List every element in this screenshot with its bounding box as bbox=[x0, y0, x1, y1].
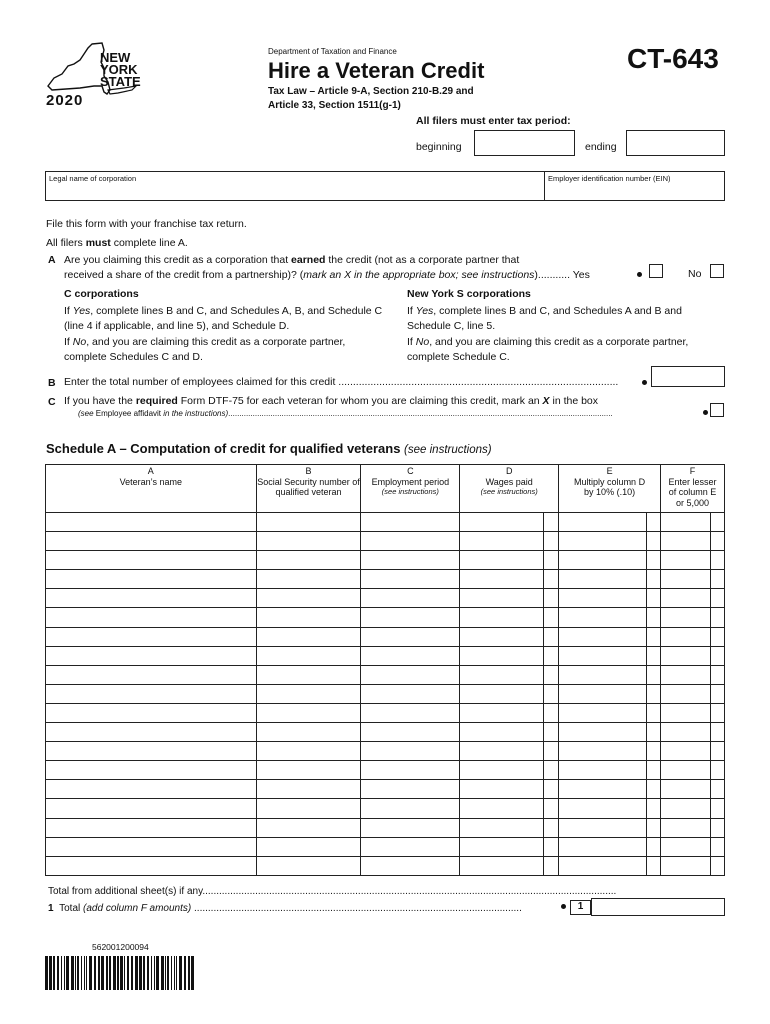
line-a-no-checkbox[interactable] bbox=[710, 264, 724, 278]
col-b-cell[interactable] bbox=[256, 589, 361, 608]
col-b-cell[interactable] bbox=[256, 513, 361, 532]
barcode-bar bbox=[176, 956, 177, 990]
col-c-cell[interactable] bbox=[361, 589, 460, 608]
col-f-cents-cell[interactable] bbox=[710, 684, 724, 703]
barcode-bar bbox=[89, 956, 92, 990]
col-b-cell[interactable] bbox=[256, 837, 361, 856]
col-e-cell[interactable] bbox=[559, 818, 647, 837]
barcode-bar bbox=[167, 956, 169, 990]
line-c-checkbox[interactable] bbox=[710, 403, 724, 417]
barcode-bar bbox=[135, 956, 138, 990]
col-d-cell[interactable] bbox=[460, 742, 544, 761]
col-d-cents-cell[interactable] bbox=[544, 570, 559, 589]
col-d-cell[interactable] bbox=[460, 761, 544, 780]
col-f-cents-cell[interactable] bbox=[710, 570, 724, 589]
schedule-a-row bbox=[46, 551, 725, 570]
col-b-cell[interactable] bbox=[256, 627, 361, 646]
col-f-cell[interactable] bbox=[661, 780, 711, 799]
schedule-a-row bbox=[46, 703, 725, 722]
col-d-cents-cell[interactable] bbox=[544, 589, 559, 608]
form-number: CT-643 bbox=[627, 43, 719, 74]
barcode-bar bbox=[77, 956, 79, 990]
col-a-cell[interactable] bbox=[46, 646, 257, 665]
col-e-cents-cell[interactable] bbox=[647, 703, 661, 722]
barcode-bar bbox=[139, 956, 142, 990]
col-f-cell[interactable] bbox=[661, 513, 711, 532]
col-a-cell[interactable] bbox=[46, 551, 257, 570]
line-a-letter: A bbox=[48, 254, 56, 266]
col-f-cell[interactable] bbox=[661, 608, 711, 627]
line-a-yes-marker bbox=[637, 272, 642, 277]
col-d-cell[interactable] bbox=[460, 513, 544, 532]
barcode-bar bbox=[61, 956, 62, 990]
col-e-cents-cell[interactable] bbox=[647, 856, 661, 875]
all-filers-note: All filers must complete line A. bbox=[46, 237, 188, 249]
col-c-cell[interactable] bbox=[361, 608, 460, 627]
legal-name-label: Legal name of corporation bbox=[49, 174, 137, 183]
col-f-cell[interactable] bbox=[661, 837, 711, 856]
col-d-cell[interactable] bbox=[460, 627, 544, 646]
col-b-cell[interactable] bbox=[256, 780, 361, 799]
col-d-cell[interactable] bbox=[460, 551, 544, 570]
barcode-bar bbox=[156, 956, 159, 990]
schedule-a-row bbox=[46, 532, 725, 551]
col-f-cents-cell[interactable] bbox=[710, 608, 724, 627]
line-b-marker bbox=[642, 380, 647, 385]
col-c-cell[interactable] bbox=[361, 799, 460, 818]
ein-label: Employer identification number (EIN) bbox=[548, 174, 671, 183]
col-e-cents-cell[interactable] bbox=[647, 780, 661, 799]
barcode-bar bbox=[191, 956, 194, 990]
barcode-bar bbox=[81, 956, 82, 990]
col-e-cents-cell[interactable] bbox=[647, 532, 661, 551]
col-f-cell[interactable] bbox=[661, 761, 711, 780]
col-d-cents-cell[interactable] bbox=[544, 608, 559, 627]
line-a-no-label: No bbox=[688, 268, 702, 280]
col-f-cell[interactable] bbox=[661, 551, 711, 570]
col-a-cell[interactable] bbox=[46, 703, 257, 722]
col-e-cents-cell[interactable] bbox=[647, 551, 661, 570]
col-f-cell[interactable] bbox=[661, 723, 711, 742]
col-a-cell[interactable] bbox=[46, 818, 257, 837]
col-e-cents-cell[interactable] bbox=[647, 799, 661, 818]
col-f-cents-cell[interactable] bbox=[710, 665, 724, 684]
schedule-a-row bbox=[46, 742, 725, 761]
col-d-cell[interactable] bbox=[460, 723, 544, 742]
col-a-cell[interactable] bbox=[46, 742, 257, 761]
col-e-cents-cell[interactable] bbox=[647, 837, 661, 856]
col-a-cell[interactable] bbox=[46, 589, 257, 608]
col-d-cents-cell[interactable] bbox=[544, 780, 559, 799]
col-e-cell[interactable] bbox=[559, 570, 647, 589]
department-name: Department of Taxation and Finance bbox=[268, 47, 397, 56]
col-c-cell[interactable] bbox=[361, 818, 460, 837]
schedule-a-row bbox=[46, 684, 725, 703]
tax-law-reference: Tax Law – Article 9-A, Section 210-B.29 and Article 33, Section 1511(g-1) bbox=[268, 86, 474, 111]
schedule-a-row bbox=[46, 780, 725, 799]
col-f-cell[interactable] bbox=[661, 589, 711, 608]
col-f-cents-cell[interactable] bbox=[710, 627, 724, 646]
barcode bbox=[44, 956, 194, 990]
barcode-bar bbox=[113, 956, 116, 990]
col-e-cell[interactable] bbox=[559, 665, 647, 684]
col-f-cell[interactable] bbox=[661, 646, 711, 665]
col-e-cents-cell[interactable] bbox=[647, 684, 661, 703]
barcode-bar bbox=[64, 956, 65, 990]
schedule-a-row bbox=[46, 665, 725, 684]
schedule-a-row bbox=[46, 513, 725, 532]
tax-period-instruction: All filers must enter tax period: bbox=[416, 115, 571, 127]
col-e-cell[interactable] bbox=[559, 723, 647, 742]
barcode-bar bbox=[151, 956, 152, 990]
beginning-label: beginning bbox=[416, 141, 462, 153]
col-b-cell[interactable] bbox=[256, 570, 361, 589]
col-c-cell[interactable] bbox=[361, 513, 460, 532]
s-corp-yes-instruction: If Yes, complete lines B and C, and Schedules A and B and Schedule C, line 5. bbox=[407, 305, 682, 332]
col-c-cell[interactable] bbox=[361, 780, 460, 799]
col-d-cents-cell[interactable] bbox=[544, 627, 559, 646]
col-e-cell[interactable] bbox=[559, 513, 647, 532]
col-f-cell[interactable] bbox=[661, 856, 711, 875]
line-a-yes-checkbox[interactable] bbox=[649, 264, 663, 278]
col-b-cell[interactable] bbox=[256, 665, 361, 684]
line-1-total-field[interactable] bbox=[591, 898, 725, 916]
col-d-cell[interactable] bbox=[460, 856, 544, 875]
col-d-cents-cell[interactable] bbox=[544, 551, 559, 570]
schedule-a-row bbox=[46, 589, 725, 608]
col-d-cell[interactable] bbox=[460, 837, 544, 856]
col-f-cell[interactable] bbox=[661, 532, 711, 551]
col-f-cents-cell[interactable] bbox=[710, 513, 724, 532]
barcode-bar bbox=[75, 956, 76, 990]
barcode-bar bbox=[165, 956, 166, 990]
col-b-cell[interactable] bbox=[256, 856, 361, 875]
schedule-a-row bbox=[46, 818, 725, 837]
col-f-cents-cell[interactable] bbox=[710, 742, 724, 761]
col-d-cents-cell[interactable] bbox=[544, 818, 559, 837]
line-c-letter: C bbox=[48, 396, 56, 408]
col-e-cents-cell[interactable] bbox=[647, 646, 661, 665]
col-d-cents-cell[interactable] bbox=[544, 856, 559, 875]
col-f-cents-cell[interactable] bbox=[710, 723, 724, 742]
col-a-cell[interactable] bbox=[46, 837, 257, 856]
line-1-number-box: 1 bbox=[570, 900, 591, 915]
col-f-cell[interactable] bbox=[661, 665, 711, 684]
col-c-cell[interactable] bbox=[361, 551, 460, 570]
col-d-cell[interactable] bbox=[460, 608, 544, 627]
form-title: Hire a Veteran Credit bbox=[268, 58, 485, 83]
col-f-cents-cell[interactable] bbox=[710, 856, 724, 875]
barcode-bar bbox=[161, 956, 164, 990]
col-e-cell[interactable] bbox=[559, 761, 647, 780]
col-c-cell[interactable] bbox=[361, 742, 460, 761]
col-c-cell[interactable] bbox=[361, 703, 460, 722]
barcode-bar bbox=[124, 956, 125, 990]
col-c-cell[interactable] bbox=[361, 837, 460, 856]
barcode-bar bbox=[49, 956, 52, 990]
col-d-cell[interactable] bbox=[460, 799, 544, 818]
col-e-cents-cell[interactable] bbox=[647, 627, 661, 646]
col-e-cell[interactable] bbox=[559, 742, 647, 761]
ein-field[interactable] bbox=[544, 171, 725, 201]
col-e-cell[interactable] bbox=[559, 780, 647, 799]
barcode-bar bbox=[171, 956, 172, 990]
col-d-cents-cell[interactable] bbox=[544, 532, 559, 551]
col-a-cell[interactable] bbox=[46, 513, 257, 532]
col-e-cents-cell[interactable] bbox=[647, 665, 661, 684]
employee-count-field[interactable] bbox=[651, 366, 725, 387]
col-d-cell[interactable] bbox=[460, 646, 544, 665]
col-c-cell[interactable] bbox=[361, 646, 460, 665]
schedule-a-row bbox=[46, 608, 725, 627]
barcode-bar bbox=[98, 956, 100, 990]
barcode-bar bbox=[184, 956, 186, 990]
barcode-number: 562001200094 bbox=[92, 942, 149, 952]
col-b-cell[interactable] bbox=[256, 761, 361, 780]
col-f-cell[interactable] bbox=[661, 684, 711, 703]
col-a-cell[interactable] bbox=[46, 799, 257, 818]
col-c-cell[interactable] bbox=[361, 723, 460, 742]
col-b-cell[interactable] bbox=[256, 551, 361, 570]
schedule-a-row bbox=[46, 723, 725, 742]
col-f-cents-cell[interactable] bbox=[710, 646, 724, 665]
col-f-cents-cell[interactable] bbox=[710, 818, 724, 837]
col-d-cents-cell[interactable] bbox=[544, 684, 559, 703]
period-ending-field[interactable] bbox=[626, 130, 725, 156]
col-b-cell[interactable] bbox=[256, 799, 361, 818]
logo-wordmark: NEW YORK STATE bbox=[100, 50, 141, 89]
col-e-cell[interactable] bbox=[559, 608, 647, 627]
col-e-cell[interactable] bbox=[559, 532, 647, 551]
col-d-cell[interactable] bbox=[460, 818, 544, 837]
col-f-cents-cell[interactable] bbox=[710, 837, 724, 856]
column-b-header: B Social Security number of qualified veteran bbox=[256, 465, 361, 513]
col-b-cell[interactable] bbox=[256, 742, 361, 761]
schedule-a-row bbox=[46, 570, 725, 589]
col-d-cell[interactable] bbox=[460, 684, 544, 703]
schedule-a-row bbox=[46, 837, 725, 856]
line-c-text: If you have the required Form DTF-75 for each veteran for whom you are claiming this credit, mark an X in the box bbox=[64, 395, 599, 407]
line-c-marker bbox=[703, 410, 708, 415]
col-a-cell[interactable] bbox=[46, 627, 257, 646]
column-d-header: D Wages paid (see instructions) bbox=[460, 465, 559, 513]
col-e-cell[interactable] bbox=[559, 837, 647, 856]
col-f-cell[interactable] bbox=[661, 818, 711, 837]
barcode-bar bbox=[109, 956, 111, 990]
ending-label: ending bbox=[585, 141, 617, 153]
col-d-cents-cell[interactable] bbox=[544, 703, 559, 722]
col-d-cents-cell[interactable] bbox=[544, 723, 559, 742]
col-c-cell[interactable] bbox=[361, 665, 460, 684]
col-b-cell[interactable] bbox=[256, 532, 361, 551]
col-e-cents-cell[interactable] bbox=[647, 818, 661, 837]
barcode-bar bbox=[71, 956, 74, 990]
col-f-cell[interactable] bbox=[661, 627, 711, 646]
schedule-a-row bbox=[46, 799, 725, 818]
col-f-cents-cell[interactable] bbox=[710, 551, 724, 570]
schedule-a-title: Schedule A – Computation of credit for qualified veterans (see instructions) bbox=[46, 441, 492, 456]
barcode-bar bbox=[120, 956, 123, 990]
col-e-cell[interactable] bbox=[559, 627, 647, 646]
period-beginning-field[interactable] bbox=[474, 130, 575, 156]
col-e-cents-cell[interactable] bbox=[647, 513, 661, 532]
barcode-bar bbox=[188, 956, 190, 990]
barcode-bar bbox=[106, 956, 108, 990]
col-b-cell[interactable] bbox=[256, 723, 361, 742]
col-e-cell[interactable] bbox=[559, 589, 647, 608]
schedule-a-row bbox=[46, 761, 725, 780]
col-b-cell[interactable] bbox=[256, 703, 361, 722]
col-c-cell[interactable] bbox=[361, 627, 460, 646]
col-a-cell[interactable] bbox=[46, 570, 257, 589]
col-a-cell[interactable] bbox=[46, 608, 257, 627]
schedule-a-row bbox=[46, 627, 725, 646]
col-d-cell[interactable] bbox=[460, 665, 544, 684]
col-d-cell[interactable] bbox=[460, 589, 544, 608]
col-f-cents-cell[interactable] bbox=[710, 799, 724, 818]
additional-sheets-label: Total from additional sheet(s) if any..................................................................................................................................................... bbox=[48, 886, 617, 897]
c-corp-no-instruction: If No, and you are claiming this credit as a corporate partner, complete Schedules C and D. bbox=[64, 336, 346, 363]
col-e-cents-cell[interactable] bbox=[647, 742, 661, 761]
col-c-cell[interactable] bbox=[361, 856, 460, 875]
barcode-bar bbox=[154, 956, 155, 990]
col-f-cents-cell[interactable] bbox=[710, 780, 724, 799]
col-e-cents-cell[interactable] bbox=[647, 761, 661, 780]
col-f-cents-cell[interactable] bbox=[710, 532, 724, 551]
barcode-bar bbox=[66, 956, 69, 990]
col-e-cell[interactable] bbox=[559, 856, 647, 875]
legal-name-field[interactable] bbox=[45, 171, 545, 201]
col-e-cell[interactable] bbox=[559, 703, 647, 722]
col-f-cell[interactable] bbox=[661, 742, 711, 761]
col-d-cell[interactable] bbox=[460, 780, 544, 799]
col-d-cell[interactable] bbox=[460, 703, 544, 722]
c-corporations-heading: C corporations bbox=[64, 288, 139, 300]
barcode-bar bbox=[45, 956, 48, 990]
s-corporations-heading: New York S corporations bbox=[407, 288, 531, 300]
col-f-cell[interactable] bbox=[661, 799, 711, 818]
col-d-cents-cell[interactable] bbox=[544, 665, 559, 684]
col-e-cell[interactable] bbox=[559, 799, 647, 818]
col-d-cell[interactable] bbox=[460, 570, 544, 589]
col-a-cell[interactable] bbox=[46, 532, 257, 551]
column-a-header: A Veteran’s name bbox=[46, 465, 257, 513]
col-b-cell[interactable] bbox=[256, 646, 361, 665]
col-e-cell[interactable] bbox=[559, 684, 647, 703]
col-d-cents-cell[interactable] bbox=[544, 513, 559, 532]
line-b-text: Enter the total number of employees claimed for this credit ................................................................................................ bbox=[64, 376, 619, 388]
col-a-cell[interactable] bbox=[46, 723, 257, 742]
col-a-cell[interactable] bbox=[46, 665, 257, 684]
col-d-cell[interactable] bbox=[460, 532, 544, 551]
col-e-cell[interactable] bbox=[559, 551, 647, 570]
column-f-header: F Enter lesser of column E or 5,000 bbox=[661, 465, 725, 513]
line-1-marker bbox=[561, 904, 566, 909]
col-d-cents-cell[interactable] bbox=[544, 646, 559, 665]
barcode-bar bbox=[174, 956, 175, 990]
column-e-header: E Multiply column D by 10% (.10) bbox=[559, 465, 661, 513]
file-with-note: File this form with your franchise tax return. bbox=[46, 218, 247, 230]
barcode-bar bbox=[101, 956, 104, 990]
barcode-bar bbox=[179, 956, 182, 990]
barcode-bar bbox=[94, 956, 96, 990]
col-e-cents-cell[interactable] bbox=[647, 608, 661, 627]
line-b-letter: B bbox=[48, 377, 56, 389]
c-corp-yes-instruction: If Yes, complete lines B and C, and Schedules A, B, and Schedule C (line 4 if applicable, and line 5), and Schedule D. bbox=[64, 305, 383, 332]
barcode-bar bbox=[53, 956, 55, 990]
col-c-cell[interactable] bbox=[361, 684, 460, 703]
col-e-cents-cell[interactable] bbox=[647, 589, 661, 608]
barcode-bar bbox=[131, 956, 133, 990]
barcode-bar bbox=[84, 956, 85, 990]
barcode-bar bbox=[127, 956, 129, 990]
col-a-cell[interactable] bbox=[46, 761, 257, 780]
col-f-cents-cell[interactable] bbox=[710, 703, 724, 722]
barcode-bar bbox=[57, 956, 59, 990]
col-b-cell[interactable] bbox=[256, 608, 361, 627]
col-f-cents-cell[interactable] bbox=[710, 761, 724, 780]
col-b-cell[interactable] bbox=[256, 684, 361, 703]
line-a-question: Are you claiming this credit as a corporation that earned the credit (not as a corporate partner that received a share of the credit from a partnership)? (mark an X in the appropriate box; see instructions)........... Yes bbox=[64, 254, 590, 281]
col-e-cents-cell[interactable] bbox=[647, 723, 661, 742]
line-1-label: 1 Total (add column F amounts) ...................................................................................................................... bbox=[48, 903, 522, 914]
col-e-cell[interactable] bbox=[559, 646, 647, 665]
barcode-bar bbox=[86, 956, 87, 990]
schedule-a-row bbox=[46, 646, 725, 665]
barcode-bar bbox=[117, 956, 119, 990]
col-f-cents-cell[interactable] bbox=[710, 589, 724, 608]
col-a-cell[interactable] bbox=[46, 684, 257, 703]
col-d-cents-cell[interactable] bbox=[544, 799, 559, 818]
col-f-cell[interactable] bbox=[661, 570, 711, 589]
s-corp-no-instruction: If No, and you are claiming this credit as a corporate partner, complete Schedule C. bbox=[407, 336, 689, 363]
col-d-cents-cell[interactable] bbox=[544, 837, 559, 856]
schedule-a-row bbox=[46, 856, 725, 875]
col-c-cell[interactable] bbox=[361, 761, 460, 780]
col-a-cell[interactable] bbox=[46, 856, 257, 875]
col-b-cell[interactable] bbox=[256, 818, 361, 837]
column-c-header: C Employment period (see instructions) bbox=[361, 465, 460, 513]
col-f-cell[interactable] bbox=[661, 703, 711, 722]
form-year: 2020 bbox=[46, 92, 84, 109]
col-c-cell[interactable] bbox=[361, 532, 460, 551]
schedule-a-table bbox=[45, 464, 725, 876]
col-e-cents-cell[interactable] bbox=[647, 570, 661, 589]
col-a-cell[interactable] bbox=[46, 780, 257, 799]
col-d-cents-cell[interactable] bbox=[544, 761, 559, 780]
line-c-subtext: (see Employee affidavit in the instructions)............................................................................................................................................................................. bbox=[78, 409, 613, 418]
schedule-a-header-row bbox=[46, 465, 725, 513]
col-c-cell[interactable] bbox=[361, 570, 460, 589]
barcode-bar bbox=[147, 956, 149, 990]
col-d-cents-cell[interactable] bbox=[544, 742, 559, 761]
barcode-bar bbox=[143, 956, 145, 990]
